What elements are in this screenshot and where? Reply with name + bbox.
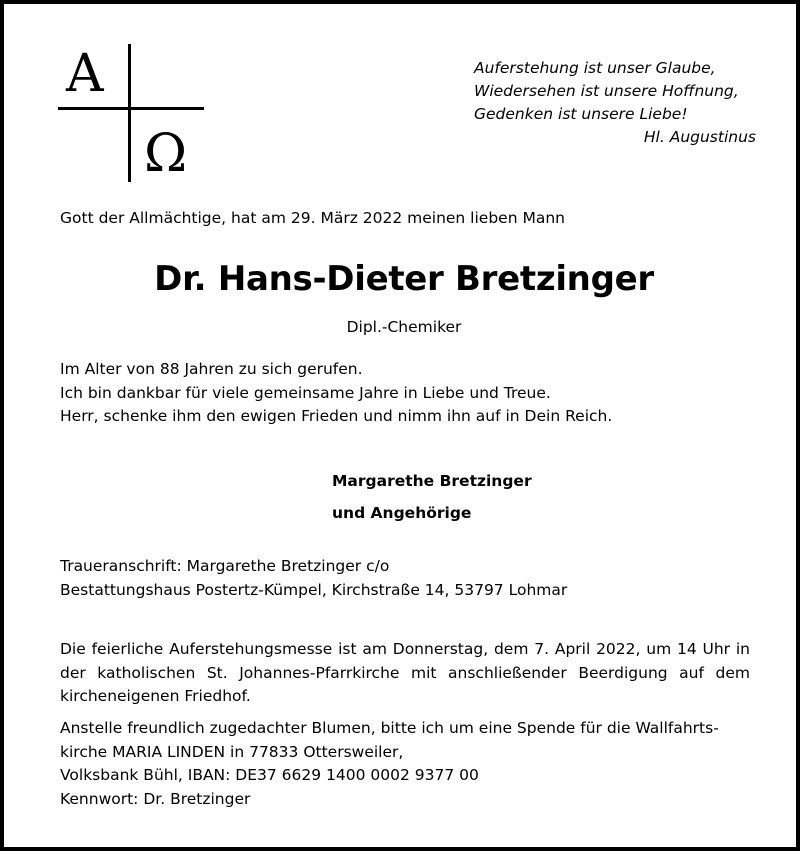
donation-line-1: Anstelle freundlich zugedachter Blumen, bitte ich um eine Spende für die Wallfahrts- — [60, 719, 719, 737]
donation-line-3: Volksbank Bühl, IBAN: DE37 6629 1400 0002 9377 00 — [60, 766, 479, 784]
cross-horizontal-bar — [58, 107, 204, 110]
deceased-profession: Dipl.-Chemiker — [346, 318, 462, 336]
mourning-address — [60, 555, 567, 602]
alpha-omega-cross-emblem — [58, 44, 206, 186]
quote-line-1: Auferstehung ist unser Glaube, — [474, 59, 716, 77]
mourner-name: Margarethe Bretzinger — [332, 472, 532, 490]
deceased-name: Dr. Hans-Dieter Bretzinger — [154, 259, 654, 299]
cross-vertical-bar — [128, 44, 131, 182]
funeral-mass-paragraph: Die feierliche Auferstehungsmesse ist am Donnerstag, dem 7. April 2022, um 14 Uhr in der katholischen St. Johannes-Pfarrkirche mit anschließender Beerdigung auf dem kircheneigenen Friedhof. — [60, 640, 750, 705]
donation-line-2: kirche MARIA LINDEN in 77833 Ottersweiler, — [60, 742, 404, 761]
message-line-1: Im Alter von 88 Jahren zu sich gerufen. — [60, 360, 363, 378]
quote-author: Hl. Augustinus — [643, 128, 756, 146]
quote-line-2: Wiedersehen ist unsere Hoffnung, — [474, 82, 739, 100]
mourner-relatives: und Angehörige — [332, 504, 472, 522]
message-block — [60, 358, 612, 429]
address-line-2: Bestattungshaus Postertz-Kümpel, Kirchstraße 14, 53797 Lohmar — [60, 580, 568, 599]
message-line-2: Ich bin dankbar für viele gemeinsame Jahre in Liebe und Treue. — [60, 383, 551, 402]
intro-text: Gott der Allmächtige, hat am 29. März 2022 meinen lieben Mann — [60, 209, 565, 227]
alpha-symbol: A — [66, 44, 104, 104]
address-line-1: Traueranschrift: Margarethe Bretzinger c/o — [60, 557, 390, 575]
donation-line-4: Kennwort: Dr. Bretzinger — [60, 789, 251, 808]
bible-quote — [474, 57, 764, 149]
omega-symbol: Ω — [144, 124, 188, 184]
donation-request — [60, 717, 719, 811]
quote-line-3: Gedenken ist unsere Liebe! — [474, 105, 688, 123]
message-line-3: Herr, schenke ihm den ewigen Frieden und nimm ihn auf in Dein Reich. — [60, 407, 613, 425]
